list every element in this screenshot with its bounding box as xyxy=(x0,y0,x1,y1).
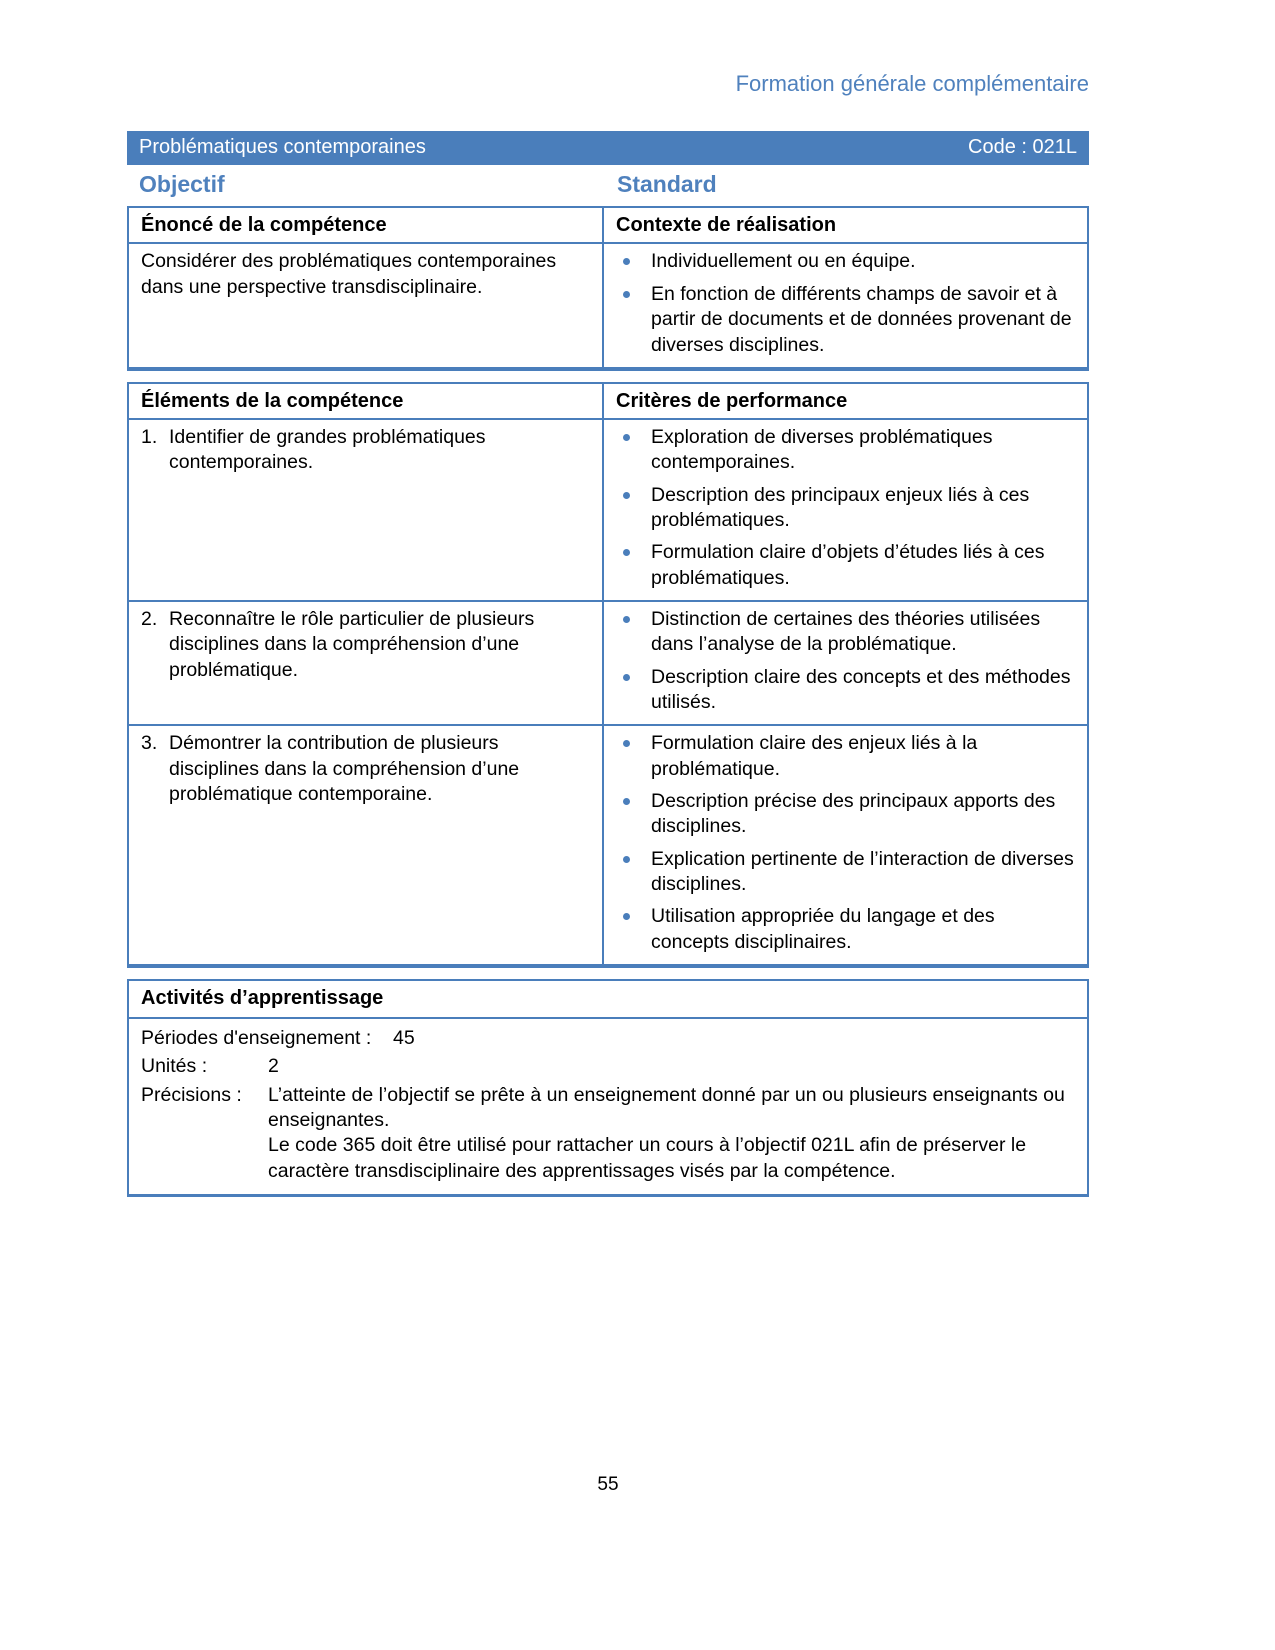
column-headings xyxy=(127,170,1089,200)
page-content xyxy=(127,0,1089,1208)
bullet-icon xyxy=(623,258,630,265)
running-header: Formation générale complémentaire xyxy=(735,71,1089,96)
precisions-label: Précisions : xyxy=(141,1083,242,1106)
elements-header: Éléments de la compétence xyxy=(129,384,604,418)
criteres-header: Critères de performance xyxy=(616,389,848,412)
course-code: Code : 021L xyxy=(968,135,1077,158)
bullet-icon xyxy=(623,492,630,499)
contexte-bullet-list xyxy=(616,249,1075,357)
competence-header-row xyxy=(129,208,1087,244)
bullet-icon xyxy=(623,674,630,681)
activities-body xyxy=(129,1019,1087,1194)
enonce-text: Considérer des problématiques contemporaines dans une perspective transdisciplinaire. xyxy=(129,244,604,366)
objectif-heading: Objectif xyxy=(139,170,225,197)
contexte-header: Contexte de réalisation xyxy=(616,214,837,237)
precisions-paragraph: L’atteinte de l’objectif se prête à un enseignement donné par un ou plusieurs enseignants ou enseignantes. xyxy=(268,1083,1065,1132)
standard-heading: Standard xyxy=(617,170,717,197)
bullet-icon xyxy=(623,616,630,623)
precisions-value xyxy=(268,1083,1075,1184)
list-item: Description précise des principaux apports des disciplines. xyxy=(616,789,1075,840)
element-2-cell xyxy=(129,602,604,724)
list-item: Individuellement ou en équipe. xyxy=(616,249,1075,274)
list-item: En fonction de différents champs de savoir et à partir de documents et de données provenant de diverses disciplines. xyxy=(616,282,1075,358)
criteres-bullet-list xyxy=(616,425,1075,591)
numbered-item: 2. Reconnaître le rôle particulier de plusieurs disciplines dans la compréhension d’une problématique. xyxy=(141,607,535,681)
page-number: 55 xyxy=(597,1474,619,1495)
elements-header-row xyxy=(129,384,1087,420)
bullet-icon xyxy=(623,856,630,863)
precisions-row xyxy=(141,1083,1075,1184)
unites-row xyxy=(141,1054,1075,1079)
list-item: Formulation claire d’objets d’études liés à ces problématiques. xyxy=(616,540,1075,591)
list-item: Formulation claire des enjeux liés à la problématique. xyxy=(616,731,1075,782)
list-item: Explication pertinente de l’interaction de diverses disciplines. xyxy=(616,847,1075,898)
criteres-bullet-list xyxy=(616,731,1075,955)
numbered-item: 3. Démontrer la contribution de plusieurs disciplines dans la compréhension d’une problématique contemporaine. xyxy=(141,732,520,805)
table-row xyxy=(129,726,1087,964)
activities-header: Activités d’apprentissage xyxy=(129,981,1087,1019)
list-item: Distinction de certaines des théories utilisées dans l’analyse de la problématique. xyxy=(616,607,1075,658)
periodes-value: 45 xyxy=(393,1027,415,1050)
enonce-header: Énoncé de la compétence xyxy=(129,208,604,242)
title-bar xyxy=(127,131,1089,165)
criteres-1-cell xyxy=(604,420,1087,600)
precisions-paragraph: Le code 365 doit être utilisé pour rattacher un cours à l’objectif 021L afin de préserver le caractère transdisciplinaire des apprentissages visés par la compétence. xyxy=(268,1134,1027,1182)
criteres-3-cell xyxy=(604,726,1087,964)
list-item: Description des principaux enjeux liés à ces problématiques. xyxy=(616,483,1075,534)
bullet-icon xyxy=(623,798,630,805)
course-title: Problématiques contemporaines xyxy=(139,135,426,158)
bullet-icon xyxy=(623,740,630,747)
bullet-icon xyxy=(623,549,630,556)
criteres-bullet-list xyxy=(616,607,1075,715)
table-row xyxy=(129,420,1087,602)
element-1-cell xyxy=(129,420,604,600)
bullet-icon xyxy=(623,291,630,298)
competence-content-row xyxy=(129,244,1087,366)
unites-value: 2 xyxy=(268,1055,279,1078)
element-3-cell xyxy=(129,726,604,964)
contexte-cell xyxy=(604,244,1087,366)
activities-panel xyxy=(127,979,1089,1197)
criteres-2-cell xyxy=(604,602,1087,724)
list-item: Description claire des concepts et des méthodes utilisés. xyxy=(616,665,1075,716)
list-item: Utilisation appropriée du langage et des concepts disciplinaires. xyxy=(616,904,1075,955)
periodes-label: Périodes d'enseignement : xyxy=(141,1027,372,1050)
numbered-item: 1. Identifier de grandes problématiques contemporaines. xyxy=(141,425,486,474)
elements-panel xyxy=(127,382,1089,968)
periodes-row xyxy=(141,1026,1075,1051)
competence-panel xyxy=(127,206,1089,370)
bullet-icon xyxy=(623,434,630,441)
unites-label: Unités : xyxy=(141,1055,208,1078)
table-row xyxy=(129,602,1087,726)
bullet-icon xyxy=(623,913,630,920)
list-item: Exploration de diverses problématiques contemporaines. xyxy=(616,425,1075,476)
